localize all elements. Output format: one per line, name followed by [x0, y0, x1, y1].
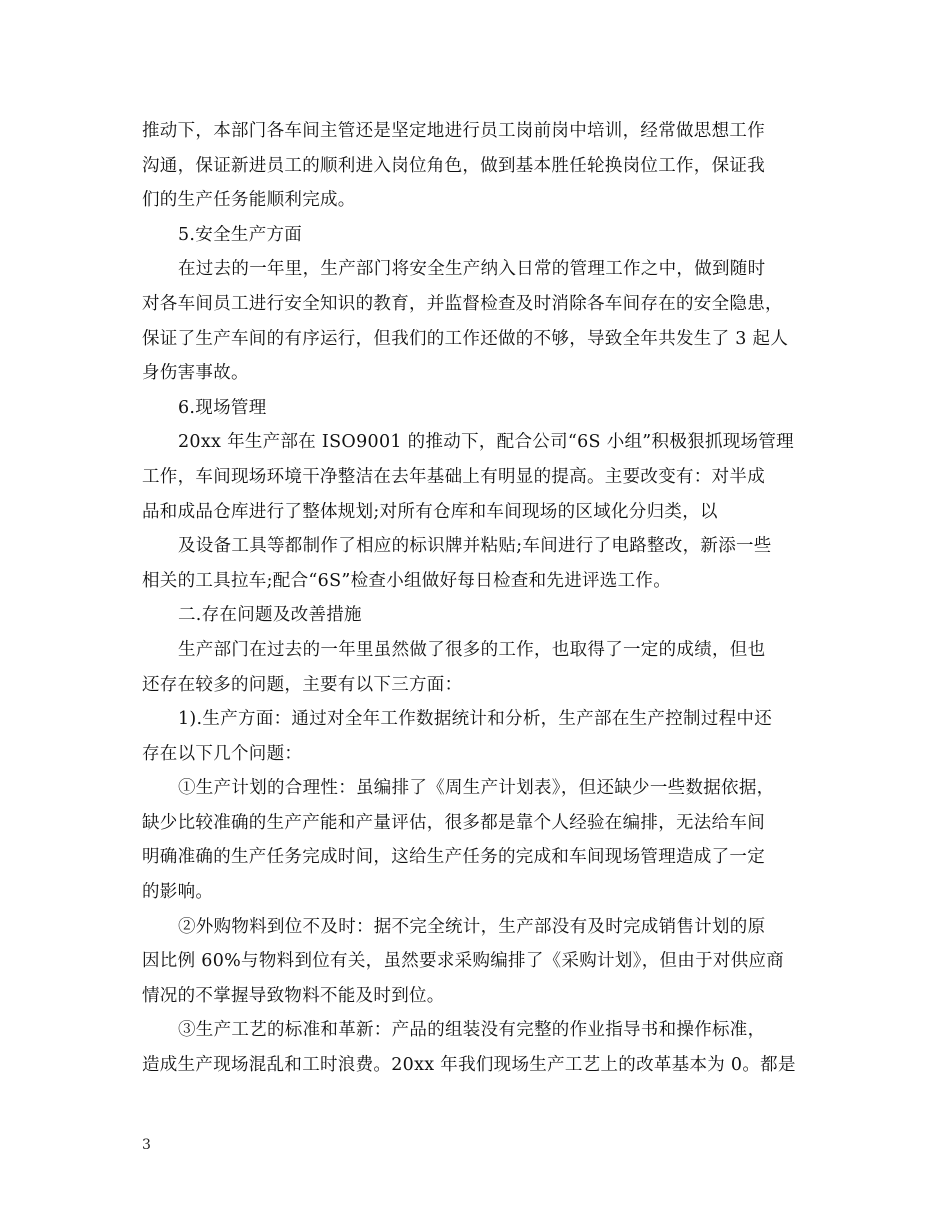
text-line: 明确准确的生产任务完成时间，这给生产任务的完成和车间现场管理造成了一定 — [142, 847, 765, 868]
text-line: 存在以下几个问题： — [142, 743, 303, 764]
text-line: 对各车间员工进行安全知识的教育，并监督检查及时消除各车间存在的安全隐患， — [142, 293, 783, 314]
text-line: 造成生产现场混乱和工时浪费。20xx 年我们现场生产工艺上的改革基本为 0。都是 — [142, 1055, 796, 1076]
text-line: 沟通，保证新进员工的顺利进入岗位角色，做到基本胜任轮换岗位工作，保证我 — [142, 155, 765, 176]
text-line: 还存在较多的问题，主要有以下三方面： — [142, 674, 463, 695]
text-line: 情况的不掌握导致物料不能及时到位。 — [142, 985, 445, 1006]
text-line: 的影响。 — [142, 882, 214, 903]
text-line: 20xx 年生产部在 ISO9001 的推动下，配合公司“6S 小组”积极狠抓现场管理 — [178, 432, 794, 453]
text-line: 保证了生产车间的有序运行，但我们的工作还做的不够，导致全年共发生了 3 起人 — [142, 328, 789, 349]
text-line: 品和成品仓库进行了整体规划;对所有仓库和车间现场的区域化分归类，以 — [142, 501, 718, 522]
text-line: 及设备工具等都制作了相应的标识牌并粘贴;车间进行了电路整改，新添一些 — [178, 536, 772, 557]
page-number: 3 — [142, 1137, 151, 1153]
text-line: 二.存在问题及改善措施 — [178, 605, 362, 626]
text-line: 1).生产方面：通过对全年工作数据统计和分析，生产部在生产控制过程中还 — [178, 709, 773, 730]
text-line: 5.安全生产方面 — [178, 224, 303, 245]
text-line: 工作，车间现场环境干净整洁在去年基础上有明显的提高。主要改变有：对半成 — [142, 466, 765, 487]
text-line: 们的生产任务能顺利完成。 — [142, 190, 356, 211]
text-line: ①生产计划的合理性：虽编排了《周生产计划表》，但还缺少一些数据依据， — [178, 778, 775, 799]
text-line: 6.现场管理 — [178, 397, 267, 418]
text-line: 生产部门在过去的一年里虽然做了很多的工作，也取得了一定的成绩，但也 — [178, 639, 766, 660]
text-line: 在过去的一年里，生产部门将安全生产纳入日常的管理工作之中，做到随时 — [178, 259, 766, 280]
text-line: ②外购物料到位不及时：据不完全统计，生产部没有及时完成销售计划的原 — [178, 916, 766, 937]
text-line: ③生产工艺的标准和革新：产品的组装没有完整的作业指导书和操作标准， — [178, 1020, 766, 1041]
text-line: 因比例 60%与物料到位有关，虽然要求采购编排了《采购计划》，但由于对供应商 — [142, 951, 785, 972]
text-line: 推动下，本部门各车间主管还是坚定地进行员工岗前岗中培训，经常做思想工作 — [142, 121, 765, 141]
document-body — [142, 114, 822, 1083]
text-line: 身伤害事故。 — [142, 363, 249, 384]
text-line: 相关的工具拉车;配合“6S”检查小组做好每日检查和先进评选工作。 — [142, 570, 672, 591]
text-line: 缺少比较准确的生产产能和产量评估，很多都是靠个人经验在编排，无法给车间 — [142, 812, 765, 833]
